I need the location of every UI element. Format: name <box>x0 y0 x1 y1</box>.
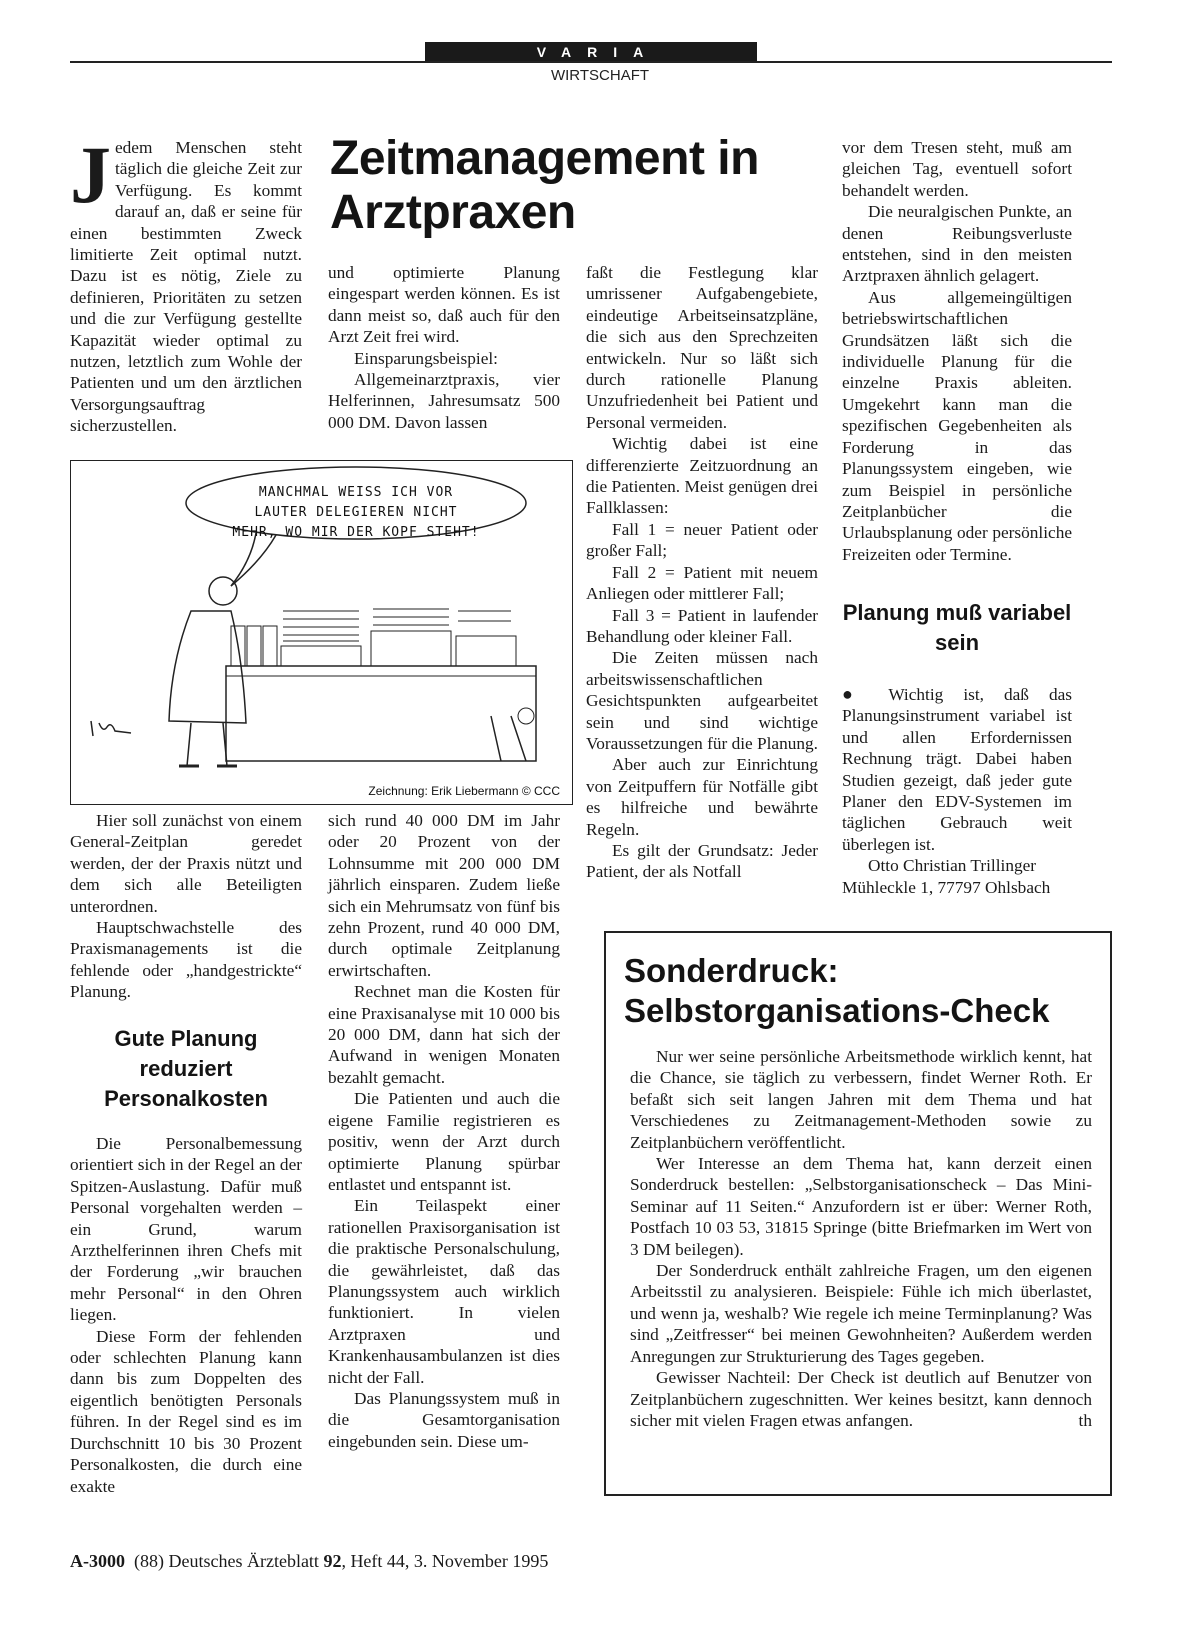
page-footer <box>70 1551 548 1572</box>
speech-line: LAUTER DELEGIEREN NICHT <box>254 505 458 520</box>
paragraph: Wichtig dabei ist eine differenzierte Zeitzuordnung an die Patienten. Meist genügen drei Fallklassen: <box>586 434 818 518</box>
paragraph: Einsparungsbeispiel: <box>354 348 498 368</box>
author-name: Otto Christian Trillinger <box>868 856 1037 876</box>
paragraph: Fall 1 = neuer Patient oder großer Fall; <box>586 519 818 561</box>
footer-volume: 92 <box>323 1551 342 1571</box>
paragraph: Allgemeinarztpraxis, vier Helferinnen, Jahresumsatz 500 000 DM. Davon lassen <box>328 370 560 432</box>
paragraph: sich rund 40 000 DM im Jahr oder 20 Prozent von der Lohnsumme mit 200 000 DM jährlich einsparen. Zudem ließe sich ein Mehrumsatz von fünf bis zehn Prozent, rund 40 000 DM, durch optimale Zeitplanung erwirtschaften. <box>328 811 560 980</box>
paragraph: Die Personalbemessung orientiert sich in der Regel an der Spitzen-Auslastung. Dafür muß Personal vorgehalten werden – ein Grund, warum Arzthelferinnen ihren Chefs mit der Forderung „wir brauchen mehr Personal“ in den Ohren liegen. <box>70 1134 302 1325</box>
paragraph: Es gilt der Grundsatz: Jeder Patient, der als Notfall <box>586 840 818 882</box>
paragraph: Die Zeiten müssen nach arbeitswissenschaftlichen Gesichtspunkten aufgearbeitet sein und sind wichtige Voraussetzungen für die Planung. <box>586 648 818 753</box>
cartoon-credit: Zeichnung: Erik Liebermann © CCC <box>368 784 560 798</box>
paragraph: Aber auch zur Einrichtung von Zeitpuffern für Notfälle gibt es hilfreiche und bewährte Regeln. <box>586 755 818 839</box>
box-paragraph: Gewisser Nachteil: Der Check ist deutlich auf Benutzer von Zeitplanbüchern zugeschnitten. Wer keines besitzt, kann dennoch sicher mit vielen Fragen etwas anfangen. <box>630 1368 1092 1430</box>
intro-paragraph <box>70 129 302 437</box>
box-paragraph: Wer Interesse an dem Thema hat, kann derzeit einen Sonderdruck bestellen: „Selbstorganisationscheck – Das Mini-Seminar auf 11 Seiten.“ Anzufordern ist er über: Werner Roth, Postfach 10 03 53, 31815 Springe (bitte Briefmarken im Wert von 3 DM beilegen). <box>630 1154 1092 1259</box>
sonderdruck-box <box>604 931 1112 1496</box>
column-1-bottom <box>70 1133 302 1497</box>
paragraph: Aus allgemeingültigen betriebswirtschaftlichen Grundsätzen läßt sich die individuelle Planung für die einzelne Praxis ableiten. Umgekehrt kann man die spezifischen Gegebenheiten als Forderung in das Planungssystem eingeben, wie zum Beispiel in persönliche Zeitplanbücher die Urlaubsplanung oder persönliche Freizeiten oder Termine. <box>842 287 1072 564</box>
column-4-lower <box>842 684 1072 898</box>
paragraph: vor dem Tresen steht, muß am gleichen Tag, eventuell sofort behandelt werden. <box>842 138 1072 200</box>
bullet-paragraph <box>842 684 1072 855</box>
speech-bubble-text <box>191 483 521 543</box>
footer-publication: (88) Deutsches Ärzteblatt <box>134 1551 319 1571</box>
paragraph: Fall 3 = Patient in laufender Behandlung oder kleiner Fall. <box>586 605 818 646</box>
paragraph: Rechnet man die Kosten für eine Praxisanalyse mit 10 000 bis 20 000 DM, dann hat sich der Aufwand in wenigen Monaten bezahlt gemacht. <box>328 982 560 1087</box>
box-body <box>630 1046 1092 1432</box>
box-paragraph: Der Sonderdruck enthält zahlreiche Fragen, um den eigenen Arbeitsstil zu analysieren. Beispiele: Fühle ich mich überlastet, und wenn ja, weshalb? Wie regele ich meine Terminplanung? Was sind „Zeitfresser“ bei meinen Gewohnheiten? Außerdem werden Anregungen zur Strukturierung des Tages gegeben. <box>630 1261 1092 1366</box>
footer-issue: , Heft 44, 3. November 1995 <box>341 1551 549 1571</box>
page-code: A-3000 <box>70 1551 125 1571</box>
paragraph: und optimierte Planung eingespart werden können. Es ist dann meist so, daß auch für den Arzt Zeit frei wird. <box>328 263 560 347</box>
section-label: WIRTSCHAFT <box>550 67 650 84</box>
speech-line: MANCHMAL WEISS ICH VOR <box>258 485 454 500</box>
bullet-icon: ● <box>842 684 869 704</box>
paragraph: Das Planungssystem muß in die Gesamtorganisation eingebunden sein. Diese um- <box>328 1388 560 1451</box>
paragraph: Hauptschwachstelle des Praxismanagements ist die fehlende oder „handgestrickte“ Planung. <box>70 918 302 1002</box>
section-banner: VARIA <box>425 42 757 62</box>
box-signature: th <box>1078 1411 1092 1431</box>
bullet-text: Wichtig ist, daß das Planungsinstrument variabel ist und allen Erfordernissen Rechnung trägt. Dabei haben Studien gezeigt, daß jeder gute Planer den EDV-Systemen im täglichen Gebrauch weit überlegen ist. <box>842 685 1073 854</box>
paragraph: Fall 2 = Patient mit neuem Anliegen oder mittlerer Fall; <box>586 562 818 604</box>
author-address: Mühleckle 1, 77797 Ohlsbach <box>842 877 1051 897</box>
column-1-lower <box>70 810 302 1003</box>
paragraph: Die neuralgischen Punkte, an denen Reibungsverluste entstehen, sind in den meisten Arztpraxen ähnlich gelagert. <box>842 202 1072 286</box>
speech-line: MEHR, WO MIR DER KOPF STEHT! <box>232 525 480 540</box>
paragraph: Hier soll zunächst von einem General-Zeitplan geredet werden, der der Praxis nützt und dem sich alle Beteiligten unterordnen. <box>70 811 302 916</box>
subheading-gute-planung: Gute Planung reduziert Personalkosten <box>104 1026 268 1111</box>
column-2-lower <box>328 810 560 1452</box>
cartoon-illustration <box>70 460 573 805</box>
article-headline: Zeitmanagement in Arztpraxen <box>330 132 759 239</box>
drop-cap: J <box>70 129 111 220</box>
paragraph: faßt die Festlegung klar umrissener Aufgabengebiete, eindeutige Arbeitseinsatzpläne, die sich aus den Sprechzeiten entwickeln. Nur so läßt sich durch rationelle Planung Unzufriedenheit bei Patient und Personal vermeiden. <box>586 263 818 432</box>
column-3 <box>586 262 818 883</box>
subheading-planung-variabel: Planung muß variabel sein <box>842 600 1072 655</box>
box-paragraph: Nur wer seine persönliche Arbeitsmethode wirklich kennt, hat die Chance, sie täglich zu verbessern, findet Werner Roth. Er befaßt sich seit langen Jahren mit dem Thema und hat Verschiedenes zu Zeitmanagement-Methoden sowie zu Zeitplanbüchern veröffentlicht. <box>630 1047 1092 1152</box>
paragraph: Die Patienten und auch die eigene Familie registrieren es positiv, wenn der Arzt durch optimierte Planung spürbar entlastet und entspannt ist. <box>328 1089 560 1194</box>
paragraph: Diese Form der fehlenden oder schlechten Planung kann dann bis zum Doppelten des eigentlich benötigten Personals führen. In der Regel sind es im Durchschnitt 10 bis 30 Prozent Personalkosten, die durch eine exakte <box>70 1326 302 1496</box>
column-2-upper <box>328 262 560 433</box>
header-rule <box>70 61 1112 63</box>
intro-text: edem Menschen steht täglich die gleiche Zeit zur Verfügung. Es kommt darauf an, daß er seine für einen bestimmten Zweck limitierte Zeit optimal nutzt. Dazu ist es nötig, Ziele zu definieren, Prioritäten zu setzen und die zur Verfügung gestellte Kapazität wieder optimal zu nutzen, letztlich zum Wohle der Patienten und um den ärztlichen Versorgungsauftrag sicherzustellen. <box>70 138 302 436</box>
box-title: Sonderdruck: Selbstorganisations-Check <box>624 952 1050 1029</box>
paragraph: Ein Teilaspekt einer rationellen Praxisorganisation ist die praktische Personalschulung, die gewährleistet, daß das Planungssystem auch wirklich funktioniert. In vielen Arztpraxen und Krankenhausambulanzen ist dies nicht der Fall. <box>328 1196 560 1387</box>
column-4 <box>842 137 1072 565</box>
intro-column <box>70 129 302 437</box>
